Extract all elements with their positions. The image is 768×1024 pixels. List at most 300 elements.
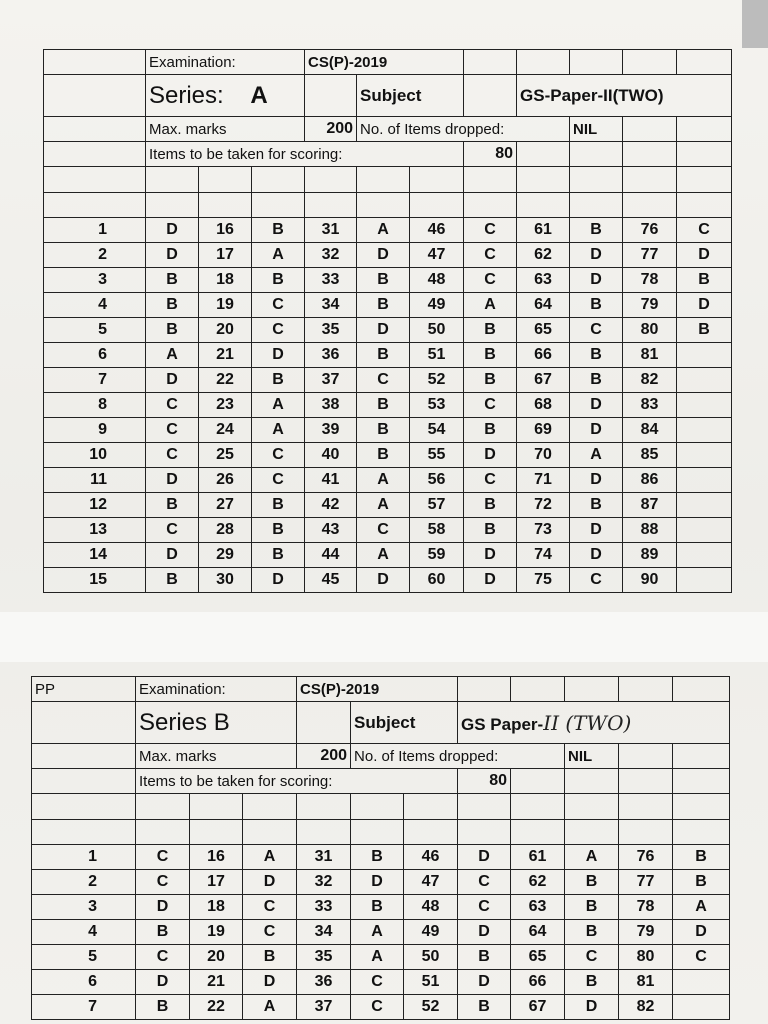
question-number: 26 (199, 468, 252, 493)
answer-option: C (146, 393, 199, 418)
question-number: 87 (623, 493, 677, 518)
answer-option: D (570, 543, 623, 568)
answer-option: B (252, 218, 305, 243)
question-number: 7 (32, 995, 136, 1020)
answer-option: C (464, 268, 517, 293)
question-number: 11 (44, 468, 146, 493)
answer-option: A (357, 468, 410, 493)
question-number: 34 (305, 293, 357, 318)
question-number: 52 (410, 368, 464, 393)
question-number: 62 (517, 243, 570, 268)
question-number: 50 (410, 318, 464, 343)
question-number: 49 (404, 920, 458, 945)
answer-option: C (351, 970, 404, 995)
question-number: 21 (190, 970, 243, 995)
question-number: 79 (619, 920, 673, 945)
subject-label: Subject (351, 702, 458, 744)
answer-option: B (357, 293, 410, 318)
answer-option: B (252, 543, 305, 568)
answer-row (32, 920, 730, 945)
answer-option: B (252, 268, 305, 293)
answer-option: D (677, 293, 732, 318)
question-number: 39 (305, 418, 357, 443)
answer-option: C (252, 443, 305, 468)
answer-option: B (570, 368, 623, 393)
question-number: 27 (199, 493, 252, 518)
answer-option (673, 995, 730, 1020)
answer-option: C (570, 318, 623, 343)
question-number: 41 (305, 468, 357, 493)
answer-option: B (565, 870, 619, 895)
answer-option: B (464, 418, 517, 443)
question-number: 32 (305, 243, 357, 268)
question-number: 63 (511, 895, 565, 920)
answer-option: C (458, 870, 511, 895)
answer-option: B (243, 945, 297, 970)
answer-option: B (464, 518, 517, 543)
scan-shadow-corner (742, 0, 768, 48)
answer-option: B (464, 318, 517, 343)
question-number: 17 (190, 870, 243, 895)
question-number: 24 (199, 418, 252, 443)
answer-option: D (570, 268, 623, 293)
answer-option: D (357, 568, 410, 593)
examination-label: Examination: (136, 677, 297, 702)
answer-key-series-a (43, 49, 732, 593)
question-number: 86 (623, 468, 677, 493)
question-number: 80 (623, 318, 677, 343)
question-number: 77 (619, 870, 673, 895)
question-number: 37 (305, 368, 357, 393)
question-number: 38 (305, 393, 357, 418)
answer-option: D (458, 845, 511, 870)
answer-row (32, 895, 730, 920)
answer-option: B (565, 895, 619, 920)
scoring-value: 80 (458, 769, 511, 794)
answer-option: C (677, 218, 732, 243)
answer-row (44, 568, 732, 593)
question-number: 49 (410, 293, 464, 318)
question-number: 56 (410, 468, 464, 493)
answer-option: D (570, 418, 623, 443)
answer-option: C (357, 368, 410, 393)
answer-option: D (146, 218, 199, 243)
answer-option: B (351, 845, 404, 870)
answer-option: B (136, 995, 190, 1020)
question-number: 69 (517, 418, 570, 443)
answer-option: A (570, 443, 623, 468)
question-number: 63 (517, 268, 570, 293)
answer-option: B (357, 443, 410, 468)
question-number: 31 (305, 218, 357, 243)
answer-option: D (570, 518, 623, 543)
answer-option: D (458, 970, 511, 995)
question-number: 32 (297, 870, 351, 895)
answer-option: A (252, 418, 305, 443)
question-number: 3 (32, 895, 136, 920)
question-number: 4 (44, 293, 146, 318)
question-number: 19 (199, 293, 252, 318)
answer-option: D (458, 920, 511, 945)
items-dropped-value: NIL (565, 744, 619, 769)
question-number: 65 (517, 318, 570, 343)
answer-option: C (351, 995, 404, 1020)
question-number: 55 (410, 443, 464, 468)
answer-option: D (243, 870, 297, 895)
question-number: 42 (305, 493, 357, 518)
examination-label: Examination: (146, 50, 305, 75)
question-number: 22 (199, 368, 252, 393)
question-number: 18 (190, 895, 243, 920)
question-number: 22 (190, 995, 243, 1020)
series-label: Series B (136, 702, 297, 744)
subject-value: GS Paper- (461, 714, 544, 734)
question-number: 45 (305, 568, 357, 593)
answer-row (44, 393, 732, 418)
question-number: 88 (623, 518, 677, 543)
answer-option: C (243, 920, 297, 945)
answer-key-series-b (31, 676, 730, 1020)
question-number: 64 (511, 920, 565, 945)
answer-option: D (464, 568, 517, 593)
answer-option: C (464, 218, 517, 243)
question-number: 14 (44, 543, 146, 568)
answer-option: B (458, 945, 511, 970)
question-number: 28 (199, 518, 252, 543)
exam-code: CS(P)-2019 (305, 50, 464, 75)
answer-option: A (252, 243, 305, 268)
question-number: 7 (44, 368, 146, 393)
answer-option: B (357, 343, 410, 368)
answer-option: D (252, 343, 305, 368)
question-number: 57 (410, 493, 464, 518)
question-number: 36 (297, 970, 351, 995)
answer-option (677, 343, 732, 368)
items-dropped-label: No. of Items dropped: (351, 744, 565, 769)
answer-option: C (673, 945, 730, 970)
answer-option: D (565, 995, 619, 1020)
question-number: 47 (410, 243, 464, 268)
question-number: 8 (44, 393, 146, 418)
question-number: 82 (619, 995, 673, 1020)
answer-option: B (570, 293, 623, 318)
answer-row (44, 543, 732, 568)
question-number: 82 (623, 368, 677, 393)
question-number: 44 (305, 543, 357, 568)
answer-option: C (464, 393, 517, 418)
question-number: 5 (32, 945, 136, 970)
question-number: 71 (517, 468, 570, 493)
question-number: 16 (199, 218, 252, 243)
question-number: 75 (517, 568, 570, 593)
answer-option (677, 393, 732, 418)
answer-row (44, 418, 732, 443)
question-number: 19 (190, 920, 243, 945)
question-number: 50 (404, 945, 458, 970)
answer-row (32, 995, 730, 1020)
answer-option: C (136, 945, 190, 970)
answer-option: A (351, 945, 404, 970)
answer-option: C (136, 870, 190, 895)
question-number: 9 (44, 418, 146, 443)
question-number: 34 (297, 920, 351, 945)
question-number: 12 (44, 493, 146, 518)
question-number: 74 (517, 543, 570, 568)
answer-option: C (464, 243, 517, 268)
answer-option: A (243, 845, 297, 870)
answer-row (44, 343, 732, 368)
answer-option: C (252, 318, 305, 343)
answer-row (44, 493, 732, 518)
answer-option: C (464, 468, 517, 493)
answer-option: B (464, 493, 517, 518)
answer-option: C (243, 895, 297, 920)
answer-row (44, 318, 732, 343)
question-number: 37 (297, 995, 351, 1020)
answer-option: D (243, 970, 297, 995)
question-number: 13 (44, 518, 146, 543)
question-number: 66 (511, 970, 565, 995)
question-number: 5 (44, 318, 146, 343)
question-number: 81 (623, 343, 677, 368)
series-letter: A (250, 81, 268, 109)
answer-option: B (146, 268, 199, 293)
answer-option: B (677, 268, 732, 293)
answer-option: B (357, 418, 410, 443)
question-number: 54 (410, 418, 464, 443)
subject-cell (458, 702, 730, 744)
answer-row (44, 368, 732, 393)
answer-option (677, 418, 732, 443)
answer-option: B (464, 368, 517, 393)
answer-option: B (146, 293, 199, 318)
question-number: 25 (199, 443, 252, 468)
answer-option: D (351, 870, 404, 895)
question-number: 76 (623, 218, 677, 243)
max-marks-label: Max. marks (146, 117, 305, 142)
question-number: 68 (517, 393, 570, 418)
answer-option: B (146, 568, 199, 593)
answer-option: D (146, 243, 199, 268)
question-number: 18 (199, 268, 252, 293)
question-number: 10 (44, 443, 146, 468)
question-number: 17 (199, 243, 252, 268)
question-number: 52 (404, 995, 458, 1020)
question-number: 85 (623, 443, 677, 468)
items-dropped-label: No. of Items dropped: (357, 117, 570, 142)
question-number: 61 (517, 218, 570, 243)
answer-option: B (673, 870, 730, 895)
question-number: 4 (32, 920, 136, 945)
answer-option: D (146, 368, 199, 393)
answer-option: B (136, 920, 190, 945)
answer-option: B (252, 518, 305, 543)
question-number: 1 (32, 845, 136, 870)
answer-option: D (464, 543, 517, 568)
answer-option: B (673, 845, 730, 870)
answer-option: B (252, 368, 305, 393)
answer-option: D (673, 920, 730, 945)
answer-option: D (570, 468, 623, 493)
answer-option: B (565, 970, 619, 995)
question-number: 51 (410, 343, 464, 368)
question-number: 61 (511, 845, 565, 870)
question-number: 33 (297, 895, 351, 920)
question-number: 77 (623, 243, 677, 268)
question-number: 51 (404, 970, 458, 995)
exam-code: CS(P)-2019 (297, 677, 458, 702)
answer-row (44, 518, 732, 543)
question-number: 16 (190, 845, 243, 870)
answer-option: A (464, 293, 517, 318)
answer-option: D (570, 243, 623, 268)
question-number: 47 (404, 870, 458, 895)
answer-option: C (146, 443, 199, 468)
question-number: 65 (511, 945, 565, 970)
answer-option: A (357, 493, 410, 518)
answer-option: C (146, 418, 199, 443)
question-number: 59 (410, 543, 464, 568)
question-number: 2 (44, 243, 146, 268)
answer-option: A (357, 218, 410, 243)
question-number: 20 (190, 945, 243, 970)
answer-option: B (570, 218, 623, 243)
question-number: 60 (410, 568, 464, 593)
answer-option: B (458, 995, 511, 1020)
answer-option: B (146, 318, 199, 343)
question-number: 46 (404, 845, 458, 870)
answer-option (677, 443, 732, 468)
answer-option: B (357, 268, 410, 293)
answer-option: D (570, 393, 623, 418)
question-number: 20 (199, 318, 252, 343)
answer-option: D (357, 318, 410, 343)
question-number: 33 (305, 268, 357, 293)
question-number: 35 (305, 318, 357, 343)
question-number: 78 (619, 895, 673, 920)
key-a-header (44, 50, 732, 218)
answer-option (677, 493, 732, 518)
answer-row (44, 468, 732, 493)
question-number: 6 (44, 343, 146, 368)
items-dropped-value: NIL (570, 117, 623, 142)
answer-option (673, 970, 730, 995)
scoring-value: 80 (464, 142, 517, 167)
answer-option (677, 468, 732, 493)
answer-option: A (252, 393, 305, 418)
answer-option: C (458, 895, 511, 920)
answer-option: D (464, 443, 517, 468)
answer-option: D (136, 970, 190, 995)
question-number: 40 (305, 443, 357, 468)
question-number: 62 (511, 870, 565, 895)
answer-option (677, 568, 732, 593)
answer-row (44, 443, 732, 468)
answer-row (32, 945, 730, 970)
question-number: 70 (517, 443, 570, 468)
question-number: 53 (410, 393, 464, 418)
answer-option: B (677, 318, 732, 343)
answer-row (32, 970, 730, 995)
question-number: 73 (517, 518, 570, 543)
answer-option: B (357, 393, 410, 418)
answer-row (32, 870, 730, 895)
answer-option (677, 543, 732, 568)
question-number: 58 (410, 518, 464, 543)
subject-value: GS-Paper-II(TWO) (517, 75, 732, 117)
question-number: 80 (619, 945, 673, 970)
answer-option: D (252, 568, 305, 593)
question-number: 72 (517, 493, 570, 518)
question-number: 76 (619, 845, 673, 870)
key-b-answer-grid (32, 845, 730, 1020)
answer-option (677, 518, 732, 543)
answer-option: C (136, 845, 190, 870)
question-number: 81 (619, 970, 673, 995)
answer-row (44, 243, 732, 268)
answer-option: C (252, 293, 305, 318)
answer-option: D (677, 243, 732, 268)
question-number: 36 (305, 343, 357, 368)
answer-option (677, 368, 732, 393)
scoring-label: Items to be taken for scoring: (146, 142, 464, 167)
series-cell (146, 75, 305, 117)
answer-row (44, 218, 732, 243)
max-marks-label: Max. marks (136, 744, 297, 769)
answer-option: B (252, 493, 305, 518)
key-b-header (32, 677, 730, 845)
answer-option: B (570, 343, 623, 368)
answer-option: D (146, 543, 199, 568)
series-label: Series: (149, 81, 224, 109)
answer-option: B (464, 343, 517, 368)
subject-handwritten: II (TWO) (543, 710, 632, 735)
answer-option: B (146, 493, 199, 518)
answer-option: D (146, 468, 199, 493)
answer-option: C (252, 468, 305, 493)
answer-option: C (357, 518, 410, 543)
question-number: 35 (297, 945, 351, 970)
question-number: 1 (44, 218, 146, 243)
question-number: 67 (517, 368, 570, 393)
question-number: 84 (623, 418, 677, 443)
question-number: 64 (517, 293, 570, 318)
subject-label: Subject (357, 75, 464, 117)
question-number: 15 (44, 568, 146, 593)
scoring-label: Items to be taken for scoring: (136, 769, 458, 794)
answer-option: A (243, 995, 297, 1020)
question-number: 6 (32, 970, 136, 995)
answer-option: A (146, 343, 199, 368)
question-number: 83 (623, 393, 677, 418)
answer-row (44, 268, 732, 293)
answer-option: A (351, 920, 404, 945)
answer-option: B (570, 493, 623, 518)
question-number: 48 (404, 895, 458, 920)
answer-row (44, 293, 732, 318)
max-marks-value: 200 (297, 744, 351, 769)
question-number: 29 (199, 543, 252, 568)
answer-option: C (565, 945, 619, 970)
answer-row (32, 845, 730, 870)
answer-option: B (565, 920, 619, 945)
answer-option: C (570, 568, 623, 593)
question-number: 67 (511, 995, 565, 1020)
key-a-answer-grid (44, 218, 732, 593)
answer-option: C (146, 518, 199, 543)
page-gap (0, 612, 768, 662)
question-number: 89 (623, 543, 677, 568)
